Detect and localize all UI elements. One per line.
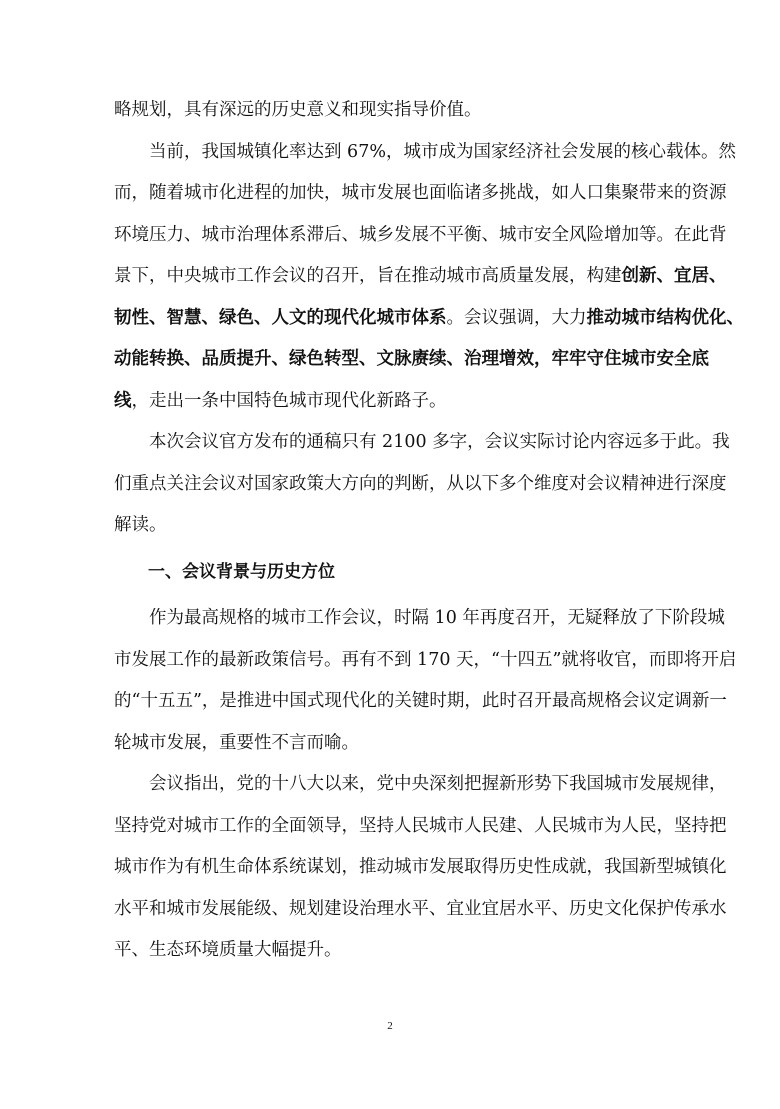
text-line: 动能转换、品质提升、绿色转型、文脉赓续、治理增效，牢牢守住城市安全底 (114, 349, 709, 369)
text-line: 当前，我国城镇化率达到 67%，城市成为国家经济社会发展的核心载体。然 (149, 141, 736, 162)
bold-text-run: 创新、宜居、 (621, 266, 727, 286)
bold-text-run: 线 (114, 390, 132, 411)
text-line: 会议指出，党的十八大以来，党中央深刻把握新形势下我国城市发展规律， (149, 774, 727, 794)
bold-text-run: 韧性、智慧、绿色、人文的现代化城市体系 (114, 307, 447, 328)
text-line: 解读。 (114, 515, 167, 535)
text-line (114, 298, 744, 340)
text-run: 。会议强调，大力 (446, 307, 587, 328)
text-line: 环境压力、城市治理体系滞后、城乡发展不平衡、城市安全风险增加等。在此背 (114, 224, 727, 245)
text-line (114, 381, 672, 423)
text-run: 景下，中央城市工作会议的召开，旨在推动城市高质量发展，构建 (114, 266, 622, 286)
text-line: 而，随着城市化进程的加快，城市发展也面临诸多挑战，如人口集聚带来的资源 (114, 183, 727, 203)
text-line: 作为最高规格的城市工作会议，时隔 10 年再度召开，无疑释放了下阶段城 (149, 608, 725, 628)
text-run: ，走出一条中国特色城市现代化新路子。 (131, 390, 447, 411)
paragraph-background (114, 598, 737, 764)
section-heading: 一、会议背景与历史方位 (148, 561, 335, 582)
text-line: 的“十五五”，是推进中国式现代化的关键时期，此时召开最高规格会议定调新一 (114, 691, 727, 711)
text-line: 水平和城市发展能级、规划建设治理水平、宜业宜居水平、历史文化保护传承水 (114, 898, 727, 919)
text-line: 市发展工作的最新政策信号。再有不到 170 天，“十四五”就将收官，而即将开启 (114, 649, 737, 670)
text-line: 略规划，具有深远的历史意义和现实指导价值。 (114, 100, 482, 120)
paragraph-urbanization (114, 132, 744, 423)
text-line: 平、生态环境质量大幅提升。 (114, 940, 342, 960)
text-line: 们重点关注会议对国家政策大方向的判断，从以下多个维度对会议精神进行深度 (114, 473, 727, 494)
paragraph-continuation (114, 90, 672, 132)
text-line: 城市作为有机生命体系统谋划，推动城市发展取得历史性成就，我国新型城镇化 (114, 857, 727, 877)
document-body (114, 90, 744, 972)
text-line: 坚持党对城市工作的全面领导，坚持人民城市人民建、人民城市为人民，坚持把 (114, 815, 727, 836)
text-line (114, 256, 727, 298)
page-number: 2 (387, 1020, 393, 1032)
bold-text-run: 推动城市结构优化、 (586, 307, 744, 328)
paragraph-achievements (114, 764, 727, 972)
text-line: 本次会议官方发布的通稿只有 2100 多字，会议实际讨论内容远多于此。我 (149, 432, 730, 452)
paragraph-press-release (114, 422, 730, 547)
text-line: 轮城市发展，重要性不言而喻。 (114, 732, 359, 753)
